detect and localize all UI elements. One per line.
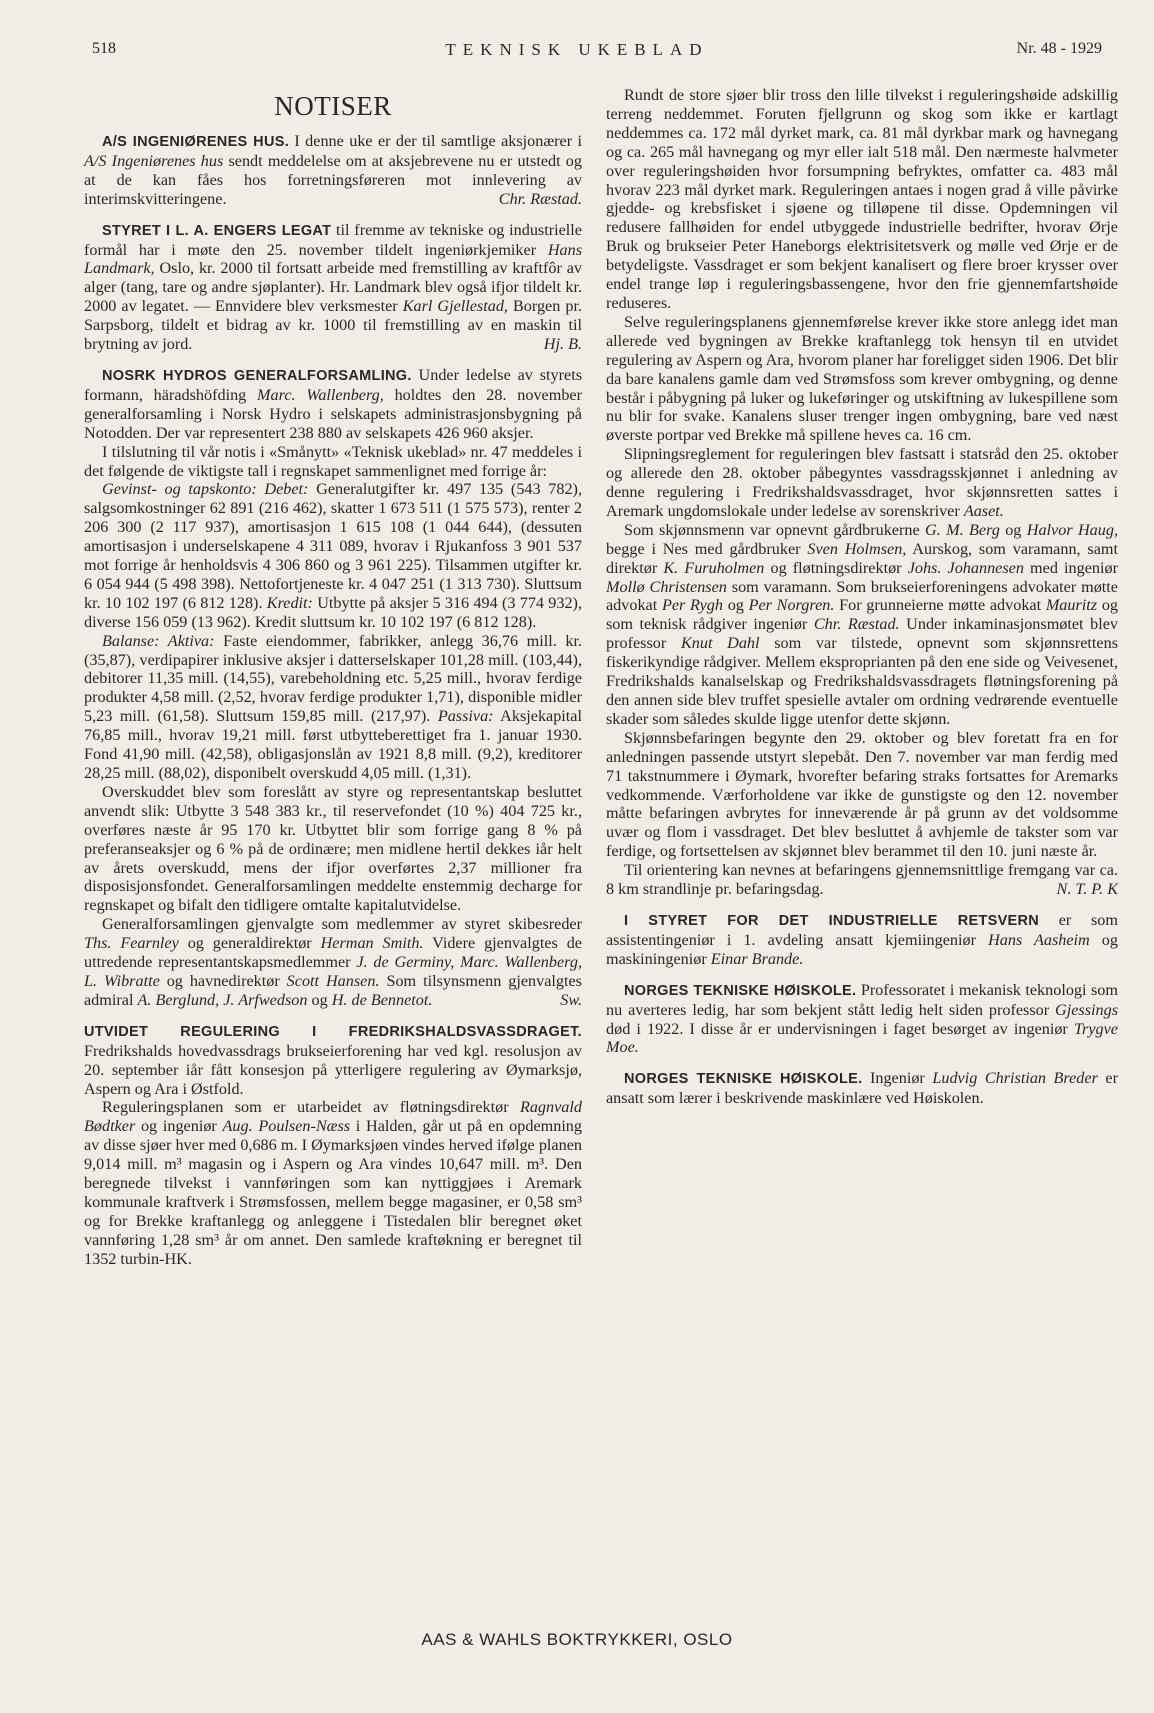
text: Einar Brande. [710,949,804,968]
text: Aaset. [963,501,1004,520]
text: begge i Nes med gårdbruker [606,539,808,558]
article-heading: NOSRK HYDROS GENERALFORSAMLING. [102,367,412,384]
signature: N. T. P. K [1056,880,1118,899]
text: Slipningsreglement for reguleringen blev fastsatt i statsråd den 25. oktober og allerede den 28. oktober påbegyntes vassdragsskjønnet i anledning av denne regulering i Fredrikshaldsvassdraget, hvor skjønnsretten sattes i Aremark ungdomslokale under ledelse av sorenskriver [606,445,1118,520]
right-column [606,86,1118,1120]
article-heading: I STYRET FOR DET INDUSTRIELLE RETSVERN [624,912,1040,929]
text: Ragnvald Bødtker [84,1098,582,1136]
text: Til orientering kan nevnes at befaringens gjennemsnittlige fremgang var ca. 8 km strandlinje pr. befaringsdag. [606,861,1118,899]
paragraph [606,1069,1118,1108]
article-nth-breder [606,1069,1118,1108]
text: og maskiningeniør [606,930,1118,968]
text: Passiva: [437,707,494,726]
text: som varamann. Som brukseierforeningens advokater møtte advokat [606,577,1118,615]
text: Generalforsamlingen gjenvalgte som medlemmer av styret skibesreder [102,915,582,934]
issue-number: Nr. 48 - 1929 [1016,40,1102,57]
page-header [0,40,1154,64]
text: A/S Ingeniørenes hus [84,151,224,170]
article-heading: STYRET I L. A. ENGERS LEGAT [102,222,332,239]
text: Professoratet i mekanisk teknologi som nu averteres ledig, har som bekjent stått ledig helt siden professor [606,980,1118,1019]
text: Mauritz [1045,596,1098,615]
text: død i 1922. I disse år er undervisningen i faget besørget av ingeniør [606,1019,1074,1038]
text: Oslo, kr. 2000 til fortsatt arbeide med fremstilling av kraftfôr av alger (tang, tare og andre sjøplanter). Hr. Landmark blev også ifjor tildelt kr. 2000 av legatet. — Ennvidere blev verksmester [84,259,582,316]
article-engers-legat [84,221,582,354]
text: og [999,520,1027,539]
article-fredrikshaldsvassdraget-continued [606,86,1118,899]
text: Per Rygh [661,596,723,615]
text: og ingeniør [135,1117,223,1136]
article-heading: A/S INGENIØRENES HUS. [102,134,290,150]
text: og havnedirektør [159,971,287,990]
text: Generalutgifter kr. 497 135 (543 782), salgsomkostninger 62 891 (216 462), skatter 1 673 511 (1 575 573), renter 2 206 300 (2 117 937), amortisasjon 1 615 108 (1 044 644), (dessuten amortisasjon i underselskapene 4 311 089, hvorav i Rjukanfoss 3 901 537 mot forrige år henholdsvis 4 306 860 og 3 961 225). Tilsammen utgifter kr. 6 054 944 (5 498 398). Nettofortjeneste kr. 4 047 251 (1 313 730). Sluttsum kr. 10 102 197 (6 812 128). [84,480,582,612]
text: Kredit: [266,593,313,612]
paragraph: Skjønnsbefaringen begynte den 29. oktober og blev foretatt fra en for anledningen passende utstyrt slepebåt. Den 7. november var man ferdig med 71 takstnummere i Øymark, hvorefter befaring straks fortsattes for Aremarks vedkommende. Værforholdene var ikke de gunstigste og den 12. november måtte befaringen avbrytes for inneværende år på grunn av det voldsomme uvær og flom i vassdraget. Det blev besluttet å avhjemle de takster som var ferdige, og fortsettelsen av skjønnet blev berammet til den 10. juni næste år. [606,728,1118,861]
text: For grunneierne møtte advokat [834,596,1046,615]
text: Som tilsynsmenn gjenvalgtes admiral [84,971,582,1009]
text: og fløtningsdirektør [764,558,908,577]
text: og som teknisk rådgiver ingeniør [606,596,1119,634]
text: til fremme av tekniske og industrielle formål har i møte den 25. november tildelt ingeniørkjemiker [84,220,582,259]
journal-title: TEKNISK UKEBLAD [445,40,709,59]
text: holdtes den 28. november generalforsamling i Norsk Hydro i selskapets administrasjonsbygning på Notodden. Der var representert 238 880 av selskapets 426 960 aksjer. [84,385,582,442]
text: med ingeniør [1023,558,1118,577]
text: Borgen pr. Sarpsborg, tildelt et bidrag av kr. 1000 til fremstilling av en maskin til brytning av jord. [84,297,582,354]
paragraph [84,221,582,354]
text: Hans Landmark, [84,240,582,278]
text: i Halden, går ut på en opdemning av disse sjøer hver med 0,686 m. I Øymarksjøen vindes herved ifølge planen 9,014 mill. m³ magasin og i Aspern og Ara vindes 10,647 mill. m³. Den beregnede tilvekst i vannføringen som kan nyttiggjøes i Aremark kommunale kraftverk i Strømsfossen, mellem begge magasiner, er 0,58 sm³ og for Brekke kraftanlegg og anleggene i Tistedalen blir beregnet øket vannføring 1,28 sm³ år om annet. Den samlede kraftøkning er beregnet til 1352 turbin-HK. [84,1117,582,1268]
text: Ths. Fearnley [84,934,179,953]
paragraph [84,632,582,783]
paragraph: Rundt de store sjøer blir tross den lille tilvekst i reguleringshøide adskillig terreng neddemmet. Foruten fjellgrunn og skog som ikke er kartlagt neddemmes ca. 172 mål dyrket mark, ca. 81 mål dyrkbar mark og havnegang og ca. 265 mål havnegang og myr eller ialt 518 mål. Den nærmeste halvmeter over reguleringshøiden hvor forsumpning befryktes, omfatter ca. 483 mål hvorav 223 mål dyrket mark. Reguleringen antaes i nogen grad å ville påvirke gjedde- og krebsfisket i sjøene og tilløpene til disse. Opdemningen vil redusere fallhøiden for endel utbyggede industrielle bedrifter, hvorav Ørje Bruk og brukseier Peter Haneborgs elektrisitetsverk og mølle ved Ørje er de betydeligste. Vassdraget er som bekjent kanalisert og flere broer krysser over endel trange løp i reguleringsbassengene, hvor den frie gjennemfartshøide reduseres. [606,86,1118,312]
paragraph [606,911,1118,969]
text: Per Norgren. [748,596,835,615]
text: K. Furuholmen [663,558,765,577]
paragraph [606,861,1118,899]
article-heading: UTVIDET REGULERING I FREDRIKSHALDSVASSDRAGET. [84,1023,582,1040]
left-column [84,86,582,1281]
printer-footer: AAS & WAHLS BOKTRYKKERI, OSLO [421,1630,733,1649]
paragraph [84,480,582,631]
text: Fredrikshalds hovedvassdrags brukseierforening har ved kgl. resolusjon av 20. september iår fått konsesjon på ytterligere regulering av Øymarksjø, Aspern og Ara i Østfold. [84,1041,582,1098]
text: Mollø Christensen [606,577,727,596]
text: Faste eiendommer, fabrikker, anlegg 36,76 mill. kr. (35,87), verdipapirer inklusive aksjer i datterselskaper 101,28 mill. (103,44), debitorer 11,35 mill. (14,55), varebeholdning etc. 5,25 mill., hvorav ferdige produkter 4,58 mill. (2,52, hvorav ferdige produkter 1,71), disponible midler 5,23 mill. (61,58). Sluttsum 159,85 mill. (217,97). [84,631,582,726]
text: Aug. Poulsen-Næss [222,1117,351,1136]
paragraph [84,1022,582,1099]
paragraph: Overskuddet blev som foreslått av styre og representantskap besluttet anvendt slik: Utbytte 3 548 383 kr., til reservefondet (10 %) 404 725 kr., overføres næste år 95 170 kr. Utbyttet blir som forrige gang 8 % på preferanseaksjer og 6 % på de ordinære; men midlene hertil dekkes iår helt av årets overskudd, mens der ifjor overførtes 2,37 millioner fra disposisjonsfondet. Generalforsamlingen meddelte enstemmig decharge for regnskapet og bifalt den tidligere omtalte kapitalutvidelse. [84,782,582,915]
article-ingeniorenes-hus [84,132,582,209]
text: Reguleringsplanen som er utarbeidet av fløtningsdirektør [102,1098,520,1117]
article-nth-professorat [606,981,1118,1058]
text: er som assistentingeniør i 1. avdeling ansatt kjemiingeniør [606,910,1118,949]
paragraph [84,915,582,1010]
text: Under ledelse av styrets formann, häradshöfding [84,365,582,404]
article-fredrikshaldsvassdraget [84,1022,582,1269]
text: Herman Smith. [320,934,424,953]
text: sendt meddelelse om at aksjebrevene nu er utstedt og at de kan fåes hos forretningsføreren mot innlevering av interimskvitteringene. [84,151,582,208]
page-number: 518 [92,40,116,57]
text: Karl Gjellestad, [402,297,508,316]
text: som var tilstede, opnevnt som skjønnsrettens fiskerikyndige rådgiver. Mellem eksproprianten på den ene side og Veivesenet, Fredrikshalds kanalselskap og Fredrikshaldsvassdragets fløtningsforening på den annen side blev truffet spesielle avtaler om ordning vedrørende eventuelle skader som således skulde ligge utenfor dette skjønn. [606,634,1118,728]
paragraph: I tilslutning til vår notis i «Smånytt» «Teknisk ukeblad» nr. 47 meddeles i det følgende de viktigste tall i regnskapet sammenlignet med forrige år: [84,442,582,480]
paragraph [606,445,1118,521]
text: Aksjekapital 76,85 mill., hvorav 19,21 mill. først utbytteberettiget fra 1. januar 1930. Fond 41,90 mill. (42,58), obligasjonslån av 1921 8,8 mill. (9,2), kreditorer 28,25 mill. (88,02), disponibelt overskudd 4,05 mill. (1,31). [84,707,582,782]
text: er ansatt som lærer i beskrivende maskinlære ved Høiskolen. [606,1069,1118,1108]
text: H. de Bennetot. [331,990,433,1009]
text: Ludvig Christian Breder [932,1069,1098,1088]
text: Trygve Moe. [606,1019,1118,1057]
text: og [723,596,749,615]
article-norsk-hydro [84,366,582,1010]
text: Ingeniør [862,1069,933,1088]
text: Scott Hansen. [286,971,380,990]
section-title: NOTISER [274,91,392,121]
text: Balanse: Aktiva: [102,631,215,650]
text: Aurskog, som varamann, samt direktør [606,539,1118,577]
text: Sven Holmsen, [807,539,907,558]
signature: Hj. B. [543,335,582,354]
text: Som skjønnsmenn var opnevnt gårdbrukerne [624,520,926,539]
paragraph [84,1098,582,1268]
paragraph [606,981,1118,1058]
text: Halvor Haug, [1026,520,1118,539]
text: Johs. Johannesen [907,558,1024,577]
text: Gjessings [1055,1000,1118,1019]
text: Chr. Ræstad. [813,615,900,634]
text: Gevinst- og tapskonto: Debet: [102,480,309,499]
text: Marc. Wallenberg, [257,385,384,404]
paragraph [84,132,582,209]
text: Hans Aasheim [988,930,1090,949]
text: Knut Dahl [680,634,760,653]
article-heading: NORGES TEKNISKE HØISKOLE. [624,982,857,999]
text: og generaldirektør [178,934,321,953]
text: Videre gjenvalgtes de uttredende representantskapsmedlemmer [84,934,582,972]
text: J. de Germiny, Marc. Wallenberg, L. Wibratte [84,953,582,990]
text: Under inkaminasjonsmøtet blev professor [606,615,1118,653]
paragraph: Selve reguleringsplanens gjennemførelse krever ikke store anlegg idet man allerede ved bygningen av Brekke kraftanlegg tok hensyn til en utvidet regulering av Aspern og Ara, hvorom planer har foreligget siden 1906. Det blir da bare kanalens gamle dam ved Strømsfoss som krever ombygning, og denne består i påbygning på luker og lukeføringer og utskiftning av lukespillene som nu blir for svake. Kanalens sluser trenger ingen ombygning, bare ved næst øverste portpar ved Brekke må spillene heves ca. 16 cm. [606,312,1118,445]
signature: Sw. [560,990,582,1009]
paragraph [606,521,1118,729]
text: og [307,990,332,1009]
article-industrielle-retsvern [606,911,1118,969]
text: A. Berglund, J. Arfwedson [137,990,308,1009]
signature: Chr. Ræstad. [498,189,582,208]
article-heading: NORGES TEKNISKE HØISKOLE. [624,1071,863,1088]
paragraph [84,366,582,443]
text: Utbytte på aksjer 5 316 494 (3 774 932), diverse 156 059 (13 962). Kredit sluttsum kr. 10 102 197 (6 812 128). [84,593,582,631]
text: I denne uke er der til samtlige aksjonærer i [289,132,582,150]
text: G. M. Berg [925,520,1000,539]
